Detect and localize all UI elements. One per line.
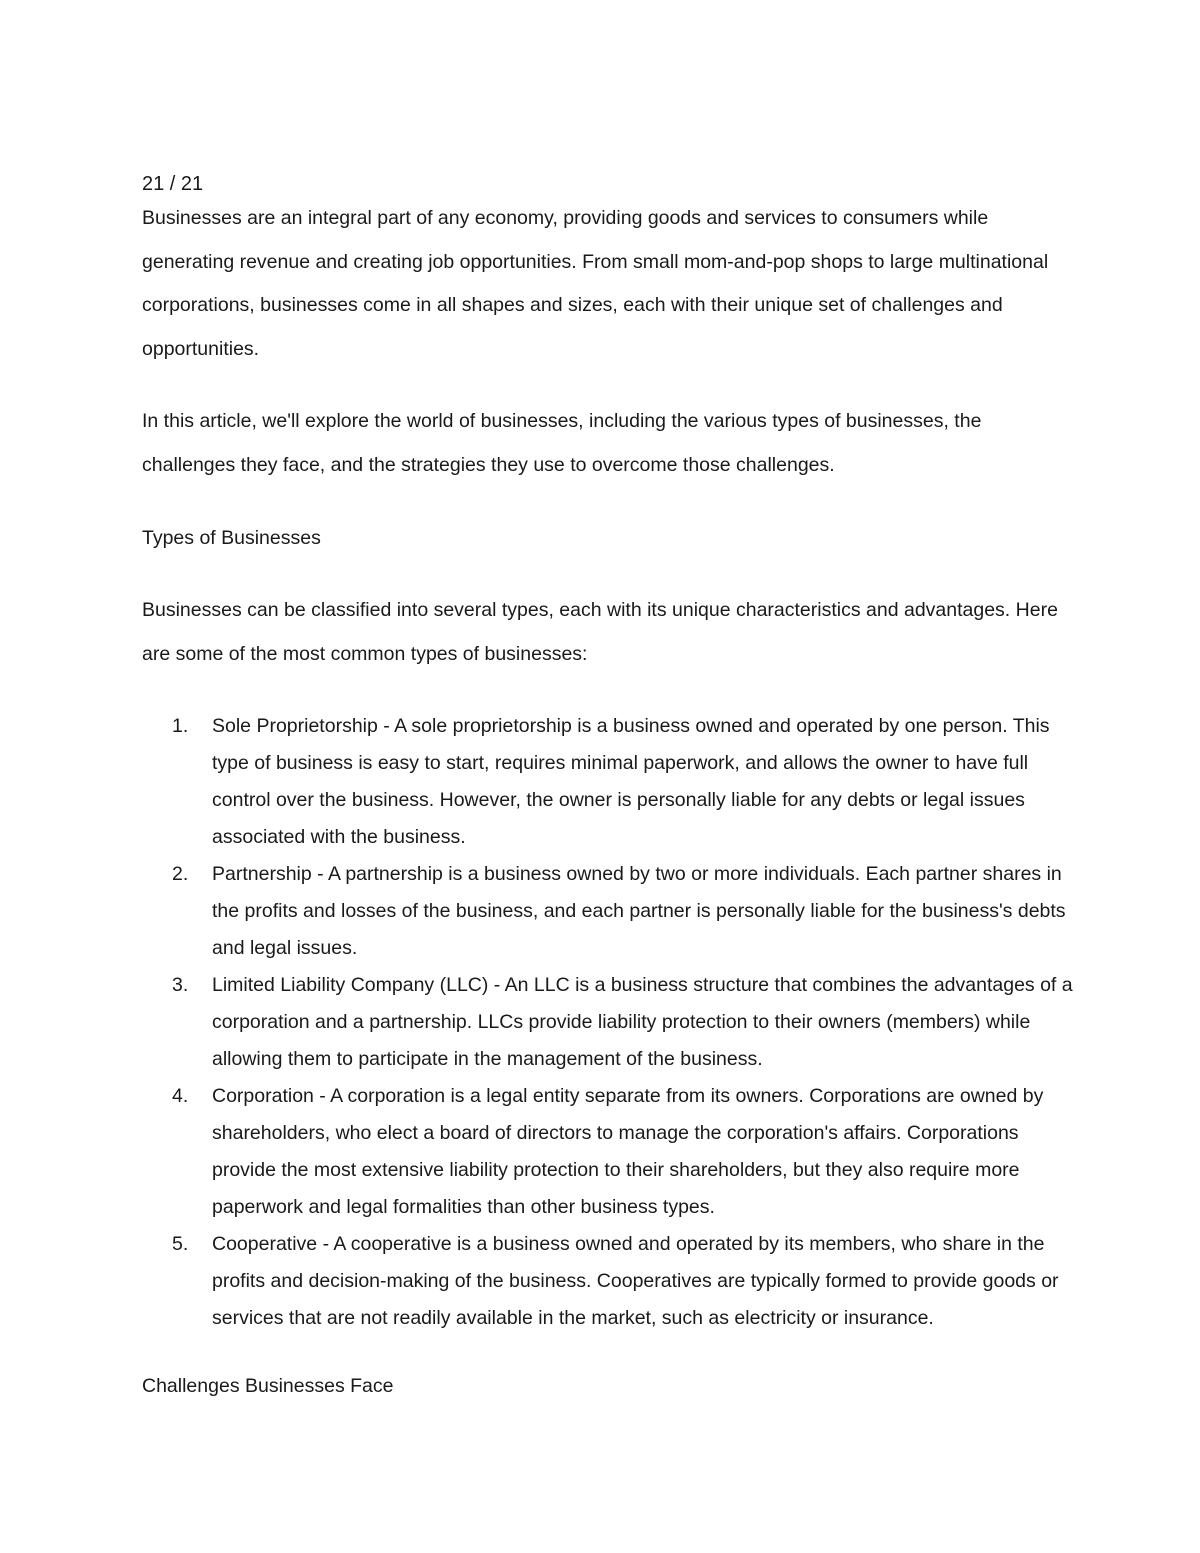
list-number: 3. [172,974,189,996]
list-item [142,1226,1077,1337]
list-item [142,967,1077,1078]
page-number: 21 / 21 [142,173,204,195]
article-paragraph: In this article, we'll explore the world of businesses, including the various types of businesses, the challenges they face, and the strategies they use to overcome those challenges. [142,410,982,476]
list-number: 4. [172,1085,189,1107]
list-text: Cooperative - A cooperative is a business owned and operated by its members, who share in the profits and decision-making of the business. Cooperatives are typically formed to provide goods or services that are not readily available in the market, such as electricity or insurance. [212,1233,1059,1329]
types-heading: Types of Businesses [142,527,321,549]
intro-paragraph: Businesses are an integral part of any economy, providing goods and services to consumers while generating revenue and creating job opportunities. From small mom-and-pop shops to large multinational corporations, businesses come in all shapes and sizes, each with their unique set of challenges and opportunities. [142,207,1049,360]
types-list [142,708,1077,1337]
list-text: Sole Proprietorship - A sole proprietorship is a business owned and operated by one person. This type of business is easy to start, requires minimal paperwork, and allows the owner to have full control over the business. However, the owner is personally liable for any debts or legal issues associated with the business. [212,715,1050,848]
list-number: 5. [172,1233,189,1255]
list-item [142,1078,1077,1226]
list-text: Limited Liability Company (LLC) - An LLC is a business structure that combines the advantages of a corporation and a partnership. LLCs provide liability protection to their owners (members) while allowing them to participate in the management of the business. [212,974,1073,1070]
list-text: Partnership - A partnership is a business owned by two or more individuals. Each partner shares in the profits and losses of the business, and each partner is personally liable for the business's debts and legal issues. [212,863,1066,959]
challenges-heading: Challenges Businesses Face [142,1375,394,1397]
list-number: 2. [172,863,189,885]
list-item [142,856,1077,967]
list-text: Corporation - A corporation is a legal entity separate from its owners. Corporations are owned by shareholders, who elect a board of directors to manage the corporation's affairs. Corporations provide the most extensive liability protection to their shareholders, but they also require more paperwork and legal formalities than other business types. [212,1085,1044,1218]
types-intro-paragraph: Businesses can be classified into several types, each with its unique characteristics and advantages. Here are some of the most common types of businesses: [142,599,1058,665]
list-item [142,708,1077,856]
list-number: 1. [172,715,189,737]
